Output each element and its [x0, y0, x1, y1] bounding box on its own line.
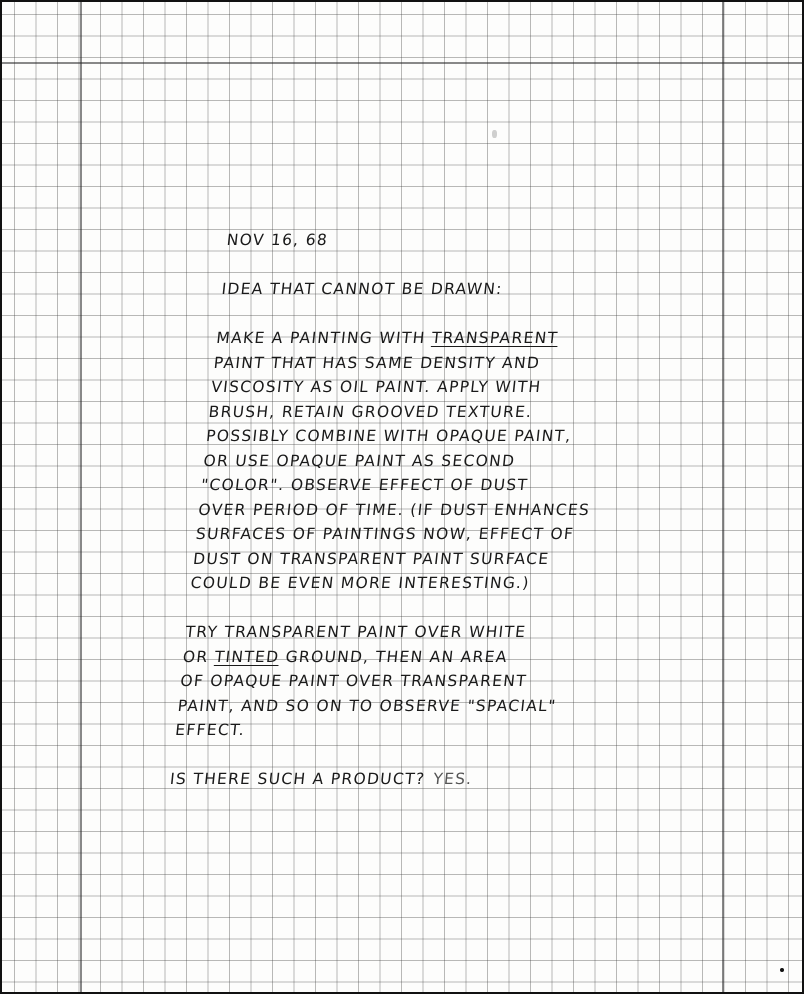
left-margin-line	[80, 2, 82, 992]
paragraph2-line2	[182, 645, 665, 670]
paragraph1-line2: PAINT THAT HAS SAME DENSITY AND	[212, 353, 542, 372]
blank-line	[223, 253, 706, 278]
paragraph1-line6: OR USE OPAQUE PAINT AS SECOND	[202, 451, 517, 470]
paper-smudge	[492, 130, 497, 138]
top-margin-line	[2, 62, 802, 64]
paragraph1-line1	[215, 326, 698, 351]
note-date: NOV 16, 68	[225, 231, 330, 249]
answer-text: YES.	[432, 770, 474, 788]
question-line	[169, 767, 652, 792]
handwritten-note	[169, 228, 708, 792]
paragraph1-line5: POSSIBLY COMBINE WITH OPAQUE PAINT,	[205, 427, 573, 445]
paragraph1-line9: SURFACES OF PAINTINGS NOW, EFFECT OF	[194, 525, 576, 543]
blank-line	[218, 302, 701, 327]
blank-line	[171, 743, 654, 768]
paragraph2-line2-suffix: GROUND, THEN AN AREA	[278, 647, 509, 666]
paragraph1-line3: VISCOSITY AS OIL PAINT. APPLY WITH	[210, 378, 543, 396]
paragraph2-line2-prefix: OR	[182, 647, 216, 666]
paragraph2-line1: TRY TRANSPARENT PAINT OVER WHITE	[184, 623, 528, 641]
note-heading: IDEA THAT CANNOT BE DRAWN:	[220, 280, 504, 298]
paragraph1-line7: "COLOR". OBSERVE EFFECT OF DUST	[200, 476, 530, 494]
corner-dot	[780, 968, 784, 972]
paragraph1-line1-text: MAKE A PAINTING WITH	[215, 329, 433, 347]
question-text: IS THERE SUCH A PRODUCT?	[169, 770, 427, 788]
underlined-word-tinted: TINTED	[213, 647, 281, 666]
blank-line	[187, 596, 670, 621]
paragraph1-line10: DUST ON TRANSPARENT PAINT SURFACE	[192, 549, 551, 568]
paragraph2-line3: OF OPAQUE PAINT OVER TRANSPARENT	[179, 672, 528, 690]
paragraph1-line8: OVER PERIOD OF TIME. (IF DUST ENHANCES	[197, 500, 592, 519]
paragraph2-line4: PAINT, AND SO ON TO OBSERVE "SPACIAL"	[176, 696, 558, 715]
underlined-word-transparent: TRANSPARENT	[430, 329, 560, 347]
paragraph1-line4: BRUSH, RETAIN GROOVED TEXTURE.	[207, 402, 534, 421]
paragraph1-line11: COULD BE EVEN MORE INTERESTING.)	[189, 574, 531, 592]
paragraph2-line5: EFFECT.	[174, 721, 247, 739]
right-margin-line	[722, 2, 724, 992]
